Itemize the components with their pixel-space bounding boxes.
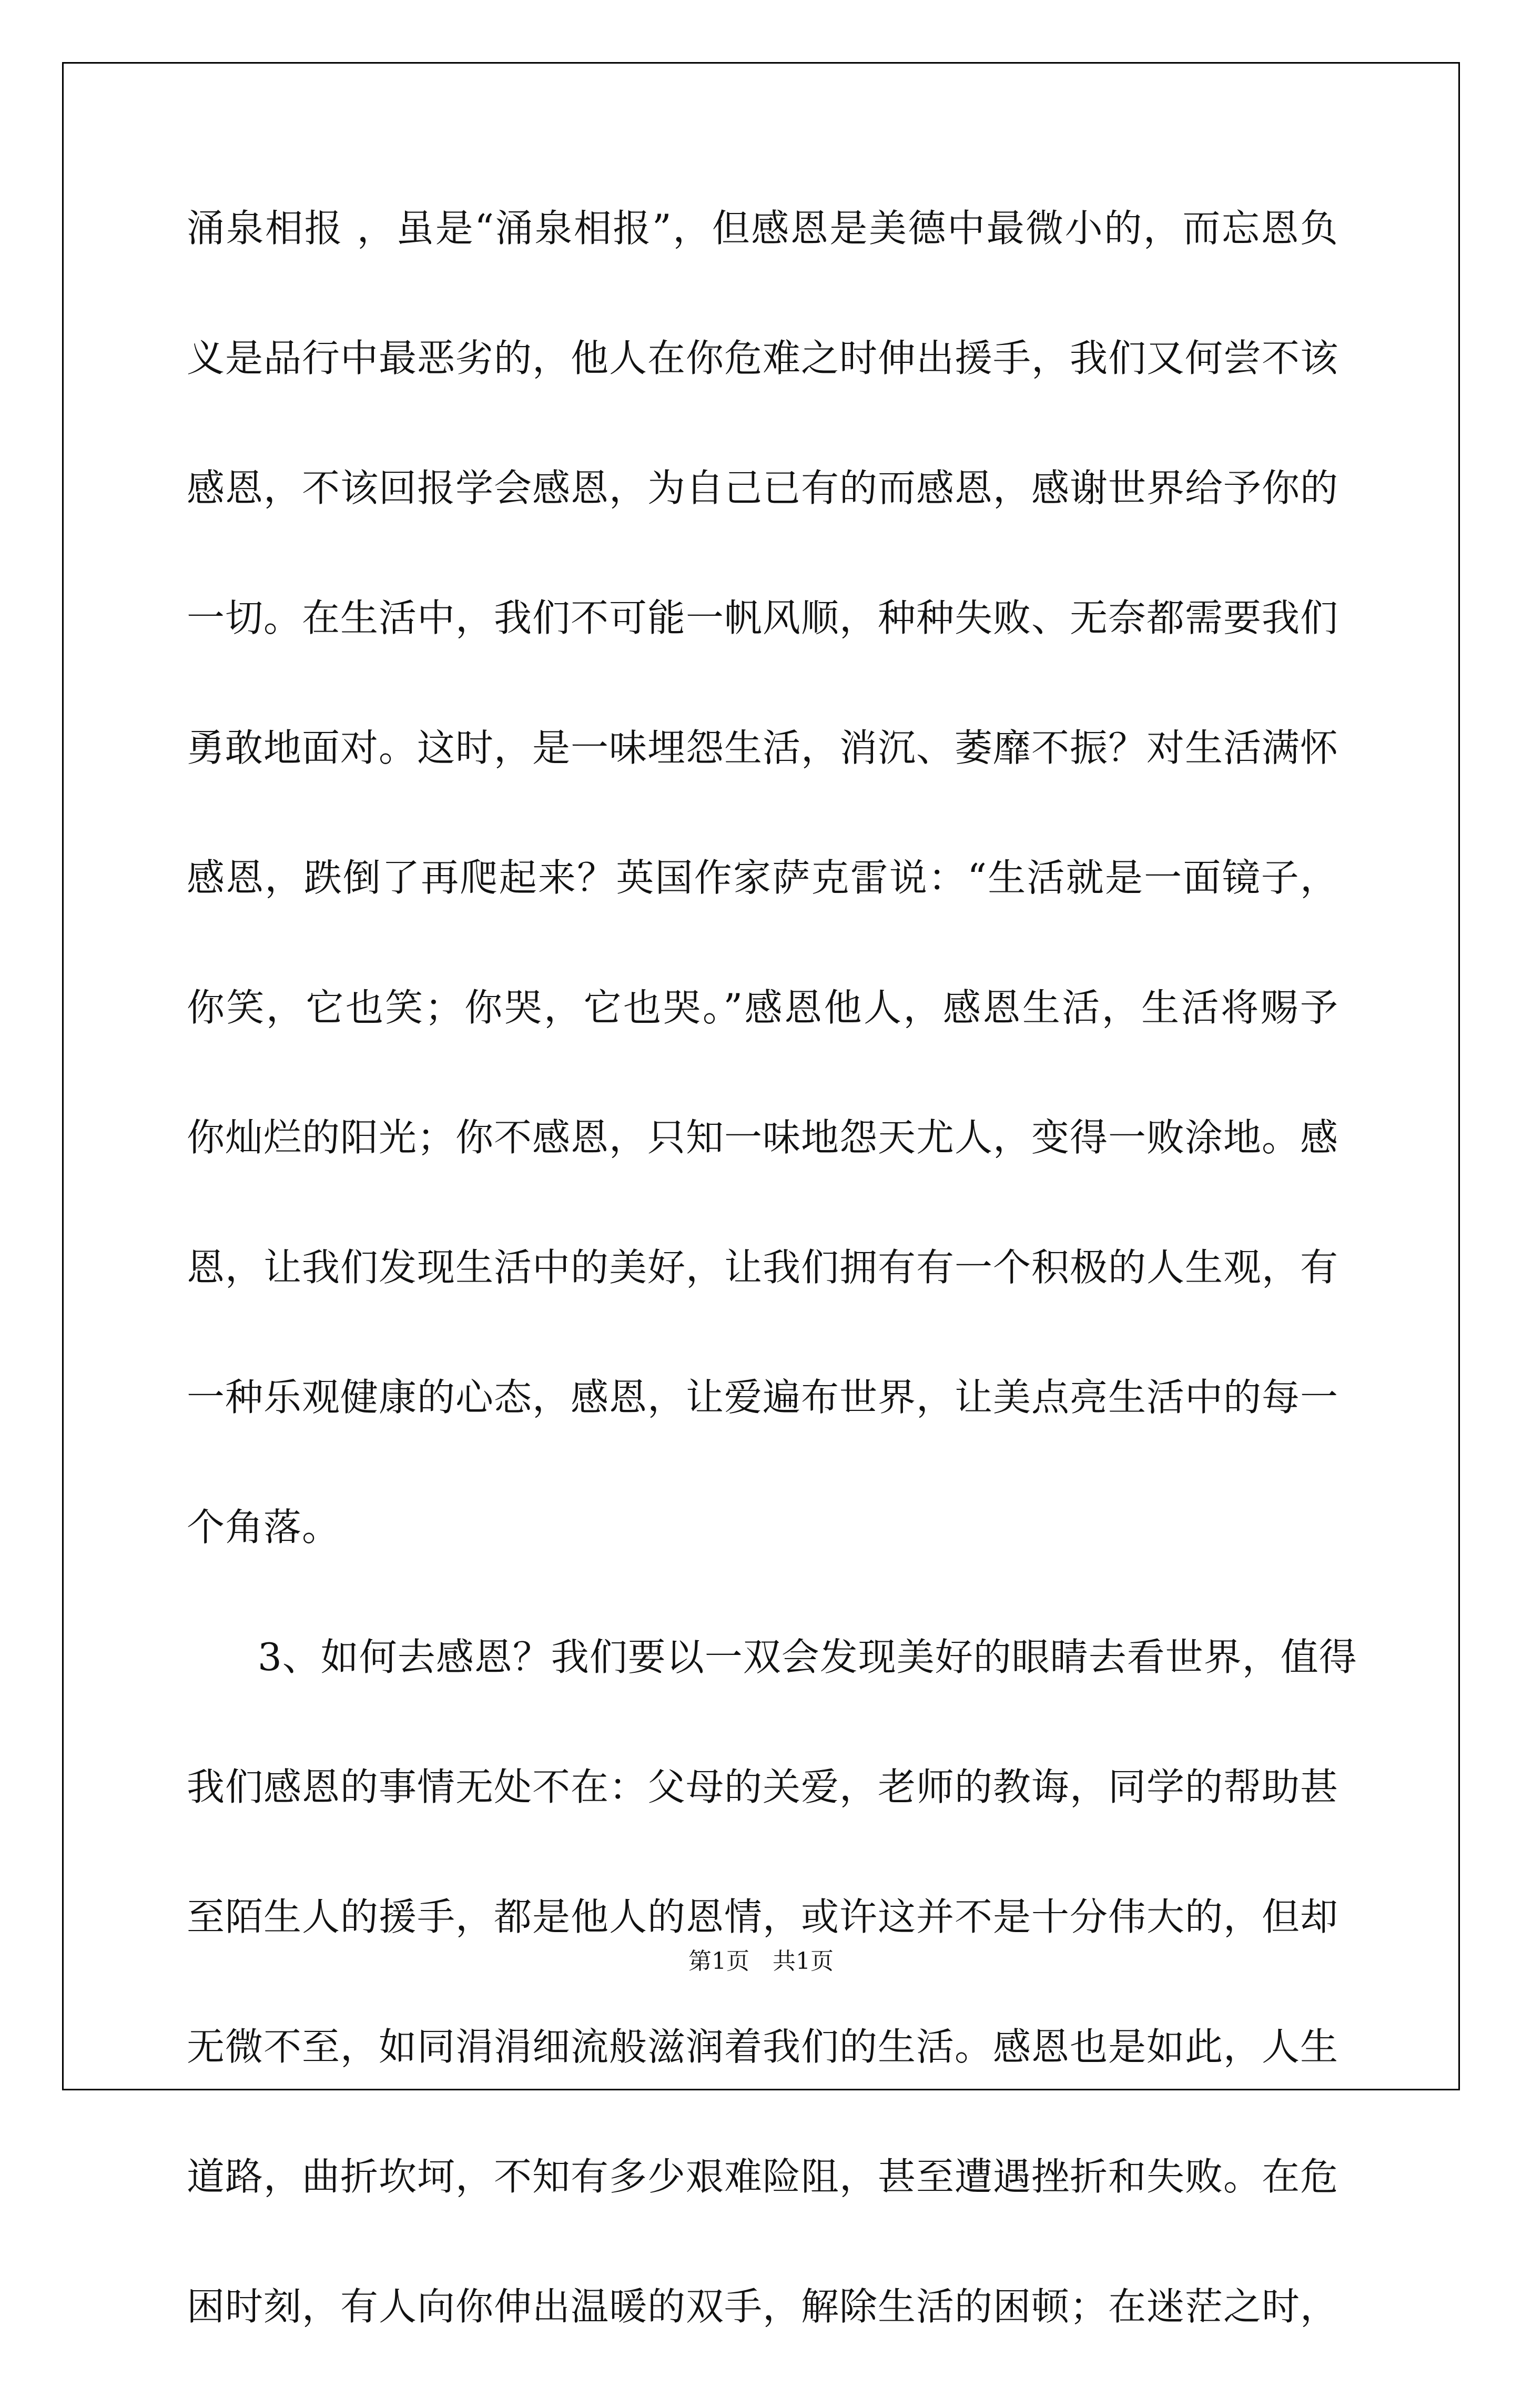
- text-line: 我们感恩的事情无处不在：父母的关爱，老师的教诲，同学的帮助甚: [187, 1765, 1339, 1809]
- paragraph-1: [187, 200, 1338, 1629]
- text-line: 你笑，它也笑；你哭，它也哭。”感恩他人，感恩生活，生活将赐予: [187, 985, 1338, 1030]
- paragraph-2: [187, 1629, 1357, 2408]
- text-line: 3、如何去感恩？我们要以一双会发现美好的眼睛去看世界，值得: [258, 1635, 1357, 1679]
- text-line: 感恩，跌倒了再爬起来？英国作家萨克雷说：“生活就是一面镜子，: [187, 856, 1338, 900]
- text-line: 勇敢地面对。这时，是一味埋怨生活，消沉、萎靡不振？对生活满怀: [187, 726, 1339, 770]
- text-line: 无微不至，如同涓涓细流般滋润着我们的生活。感恩也是如此，人生: [187, 2025, 1339, 2069]
- text-line: 困时刻，有人向你伸出温暖的双手，解除生活的困顿；在迷茫之时，: [187, 2284, 1339, 2329]
- text-line: 义是品行中最恶劣的，他人在你危难之时伸出援手，我们又何尝不该: [187, 336, 1339, 380]
- text-line: 至陌生人的援手，都是他人的恩情，或许这并不是十分伟大的，但却: [187, 1895, 1339, 1939]
- text-line: 一切。在生活中，我们不可能一帆风顺，种种失败、无奈都需要我们: [187, 596, 1339, 640]
- text-line: 道路，曲折坎坷，不知有多少艰难险阻，甚至遭遇挫折和失败。在危: [187, 2155, 1339, 2199]
- body-text: [187, 200, 1357, 2408]
- text-line: 感恩，不该回报学会感恩，为自己已有的而感恩，感谢世界给予你的: [187, 466, 1339, 510]
- page-number-footer: 第1页 共1页: [688, 1948, 834, 1975]
- text-line: 涌泉相报 ，虽是“涌泉相报”，但感恩是美德中最微小的，而忘恩负: [187, 206, 1338, 250]
- text-line: 一种乐观健康的心态，感恩，让爱遍布世界，让美点亮生活中的每一: [187, 1375, 1339, 1419]
- text-line: 恩，让我们发现生活中的美好，让我们拥有有一个积极的人生观，有: [187, 1245, 1339, 1289]
- text-line: 你灿烂的阳光；你不感恩，只知一味地怨天尤人，变得一败涂地。感: [187, 1115, 1339, 1160]
- text-line: 个角落。: [187, 1505, 341, 1549]
